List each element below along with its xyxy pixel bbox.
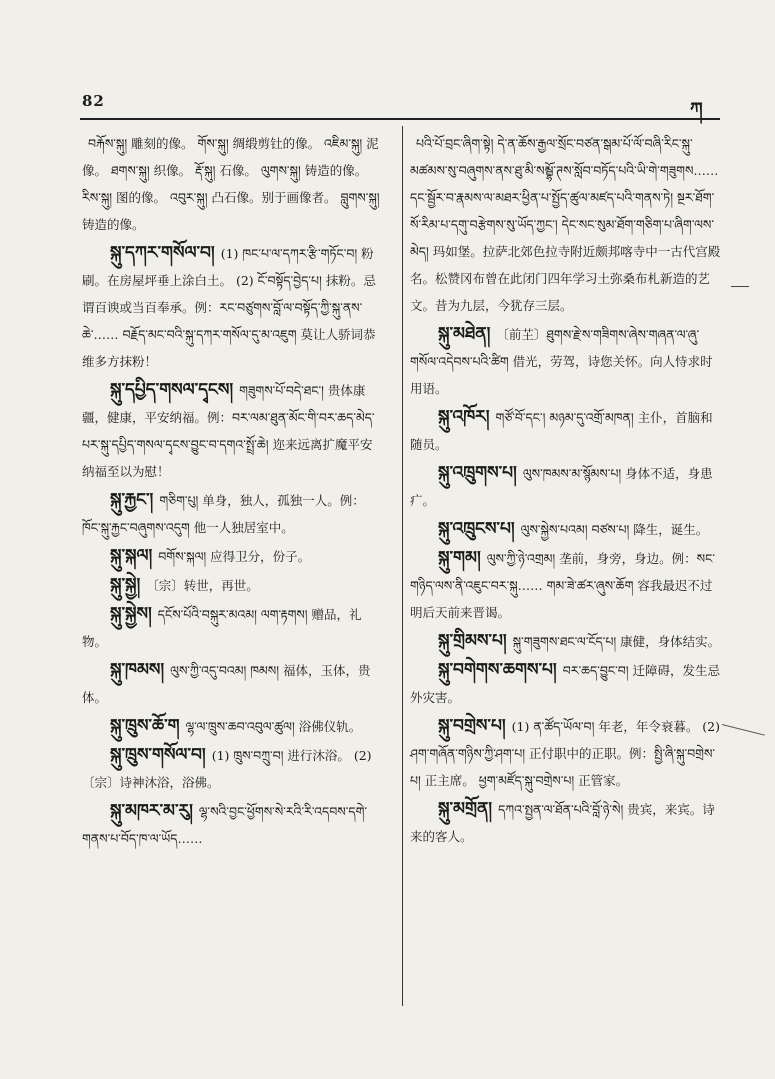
entry-text: དངོས་པོའི་བསྐུར་མའམ། ལག་རྟགས། 赠品，礼物。 (82, 607, 362, 649)
entry-text: བགོས་སྐལ། 应得卫分，份子。 (158, 549, 311, 564)
entry-text: 〔宗〕转世，再世。 (146, 578, 259, 593)
section-letter: ཀ (690, 99, 703, 120)
entry (82, 377, 382, 485)
entry-text: ལུས་ཀྱི་འདུ་བའམ། ཁམས། 福体，玉体，贵体。 (82, 663, 371, 705)
entry-headword: སྐུ་མཁར་མ་རུ། (110, 801, 193, 821)
entry-text: བར་ཆད་བྱུང་བ། 迁障碍，发生忌外灾害。 (410, 663, 721, 705)
entry-headword: སྐུ་ཁྲུས་གསོལ་བ། (110, 745, 206, 765)
entry-headword: སྐུ་དཀར་གསོལ་བ། (110, 243, 215, 263)
entry-text: གཙོ་བོ་དང་། མཉམ་དུ་འགྲོ་མཁན། 主仆，首脑和随员。 (410, 410, 713, 452)
header-rule (80, 118, 720, 120)
entry (82, 487, 382, 541)
entry-headword: སྐུ་དཔྱིད་གསལ་དྭངས། (110, 380, 234, 400)
entry (410, 713, 722, 794)
entry-text: གཟུགས་པོ་བདེ་ཐང་། 贵体康疆，健康，平安纳福。例：བར་ལམ་ཐུན་མོང་གི་བར་ཆད་མེད་པར་སྐུ་དཔྱིད་གསལ་དྭངས་བྱུང་བ་དགའ་སྤྲོ་ཆེ། 迩来远离扩魔平安纳福至以为慰！ (82, 383, 375, 479)
entry (410, 130, 722, 319)
entry-text: ལྷ་སའི་བྱང་ཕྱོགས་སེ་རའི་རི་འདབས་དགེ་གནས་པ་བོད་ཁ་ལ་ཡོད…… (82, 804, 368, 846)
entry (82, 572, 382, 599)
entry (82, 130, 382, 238)
entry-headword: སྐུ་རྐྱང་། (110, 490, 154, 510)
entry (82, 742, 382, 796)
entry-text: དཀའ་སྤྱན་ལ་ཐོན་པའི་བློ་ཉེ་སེ། 贵宾，来宾。诗来的客人。 (410, 802, 715, 844)
column-divider (402, 126, 403, 1006)
right-column (410, 130, 722, 852)
entry (82, 601, 382, 655)
entry-headword: སྐུ་བགྲེས་པ། (438, 716, 506, 736)
entry-text: ལྷ་ལ་ཁྲུས་ཆབ་འབུལ་ཚུལ། 浴佛仪轨。 (185, 719, 362, 734)
entry-text: (1) ཁྲུས་བཀྲུ་བ། 进行沐浴。 (2) 〔宗〕诗神沐浴，浴佛。 (82, 748, 372, 790)
entry (410, 545, 722, 626)
entry-headword: སྐུ་ཁྲུས་ཆོ་ག (110, 716, 180, 736)
margin-mark-2 (717, 724, 764, 753)
entry-headword: སྐུ་སྐྱེས། (110, 604, 152, 624)
entry-headword: སྐུ་གྲིམས་པ། (438, 631, 507, 651)
entry-headword: སྐུ་བགེགས་ཆགས་པ། (438, 660, 557, 680)
entry-text: གཅིག་པུ། 单身，独人，孤独一人。例：ཁོང་སྐུ་རྐྱང་བཞུགས་འདུག 他一人独居室中。 (82, 493, 365, 535)
left-column (82, 130, 382, 854)
entry-headword: སྐུ་འཁྲུངས་པ། (438, 519, 515, 539)
entry-text: 〔前芏〕ཐུགས་རྗེ་ས་གཟིགས་ཞེས་གཞན་ལ་ཞུ་གསོལ་འདེབས་པའི་ཚིག 借光，劳驾，诗您关怀。向人恃求时用语。 (410, 327, 713, 396)
page-number: 82 (82, 92, 105, 110)
entry-headword: སྐུ་འཁོར། (438, 407, 490, 427)
margin-mark (731, 286, 749, 287)
entry (410, 404, 722, 458)
entry (82, 657, 382, 711)
entry-headword: སྐུ་སྐལ། (110, 546, 153, 566)
entry-text: པའི་པོ་བྲང་ཞིག་སྟེ། དེ་ན་ཆོས་རྒྱལ་སྲོང་བཙན་སྒམ་པོ་ལོ་བཞི་རིང་སྐུ་མཚམས་སུ་བཞུགས་ནས་ཐུ་མི་སམྦྷོ་ཊས་སློབ་བཏོད་པའི་ཡི་གེ་གཟུགས…… དང་སྦྱོར་བ་རྣམས་ལ་མཐར་ཕྱིན་པ་སྤྱོད་ཚུལ་མཛད་པའི་གནས་ཏེ། སྔར་ཐོག་སོ་རིམ་པ་དགུ་བརྩེགས་སུ་ཡོད་ཀྱང་། དེང་སང་སུམ་ཐོག་གཅིག་པ་ཞིག་ལས་མེད། 玛如堡。拉萨北郊色拉寺附近颇邦喀寺中一古代宫殿名。松赞冈布曾在此闭门四年学习土弥桑布札新造的艺文。昔为九层，今犹存三层。 (410, 136, 721, 313)
entry-headword: སྐུ་གམ། (438, 548, 481, 568)
entry (82, 240, 382, 375)
entry (410, 321, 722, 402)
entry (82, 543, 382, 570)
entry (410, 657, 722, 711)
entry-headword: སྐུ་མཐེན། (438, 324, 491, 344)
entry-text: (1) ན་ཚོད་ཡོལ་བ། 年老，年令衰暮。 (2) ཤག་གཞོན་གཉིས་ཀྱི་ཤག་པ། 正付职中的正职。例：སྤྱི་ཞི་སྐུ་བགྲེས་པ། 正主席。 ཕྱག་མཛོད་སྐུ་བགྲེས་པ། 正管家。 (410, 719, 720, 788)
entry-text: བརྐོས་སྐུ། 雕刻的像。 གོས་སྐུ། 绸缎剪钍的像。 འཇིམ་སྐུ། 泥像。 ཐགས་སྐུ། 织像。 རྡོ་སྐུ། 石像。 ལུགས་སྐུ། 铸造的像。 རིས་སྐུ། 图的像。 འབུར་སྐུ། 凸石像。别于画像者。 བླུགས་སྐུ། 铸造的像。 (82, 136, 380, 232)
entry-text: སྐུ་གཟུགས་ཐང་ལ་ངོད་པ། 康健，身体结实。 (512, 634, 721, 649)
entry-text: ལུས་སྐྱེས་པའམ། བཙས་པ། 降生，诞生。 (520, 522, 709, 537)
entry (410, 628, 722, 655)
entry-headword: སྐུ་འཁྲུགས་པ། (438, 463, 517, 483)
entry (410, 516, 722, 543)
entry-headword: སྐུ་ཁམས། (110, 660, 165, 680)
entry-headword: སྐུ་སྐྱེ། (110, 575, 141, 595)
entry-text: ལུས་ཁམས་མ་སྙོམས་པ། 身体不适，身患疒。 (410, 466, 713, 508)
entry-text: ལུས་ཀྱི་ཉེ་འགྲམ། 垄前，身旁，身边。例：སང་གཉིད་ལས་ནི་འཇུང་བར་སྐུ…… གམ་ཟེ་ཚར་ཞུས་ཆོག 容我最迟不过明后天前来晋谒。 (410, 551, 715, 620)
entry (410, 796, 722, 850)
entry (82, 798, 382, 852)
entry-text: (1) ཁང་པ་ལ་དཀར་རྩི་གཏོང་བ། 粉刷。在房屋坪垂上涂白土。 (2) ངོ་བསྟོད་བྱེད་པ། 抹粉。忌谓百谀或当百奉承。例：རང་བཙུགས་བློ་ལ་བསྟོད་ཀྱི་སྐུ་ནས་ཆེ་…… བརྗོད་མང་བའི་སྐུ་དཀར་གསོལ་དུ་མ་འཇུག 莫让人骄词恭维多方抹粉！ (82, 246, 376, 369)
entry (410, 460, 722, 514)
entry (82, 713, 382, 740)
entry-headword: སྐུ་མགྲོན། (438, 799, 493, 819)
